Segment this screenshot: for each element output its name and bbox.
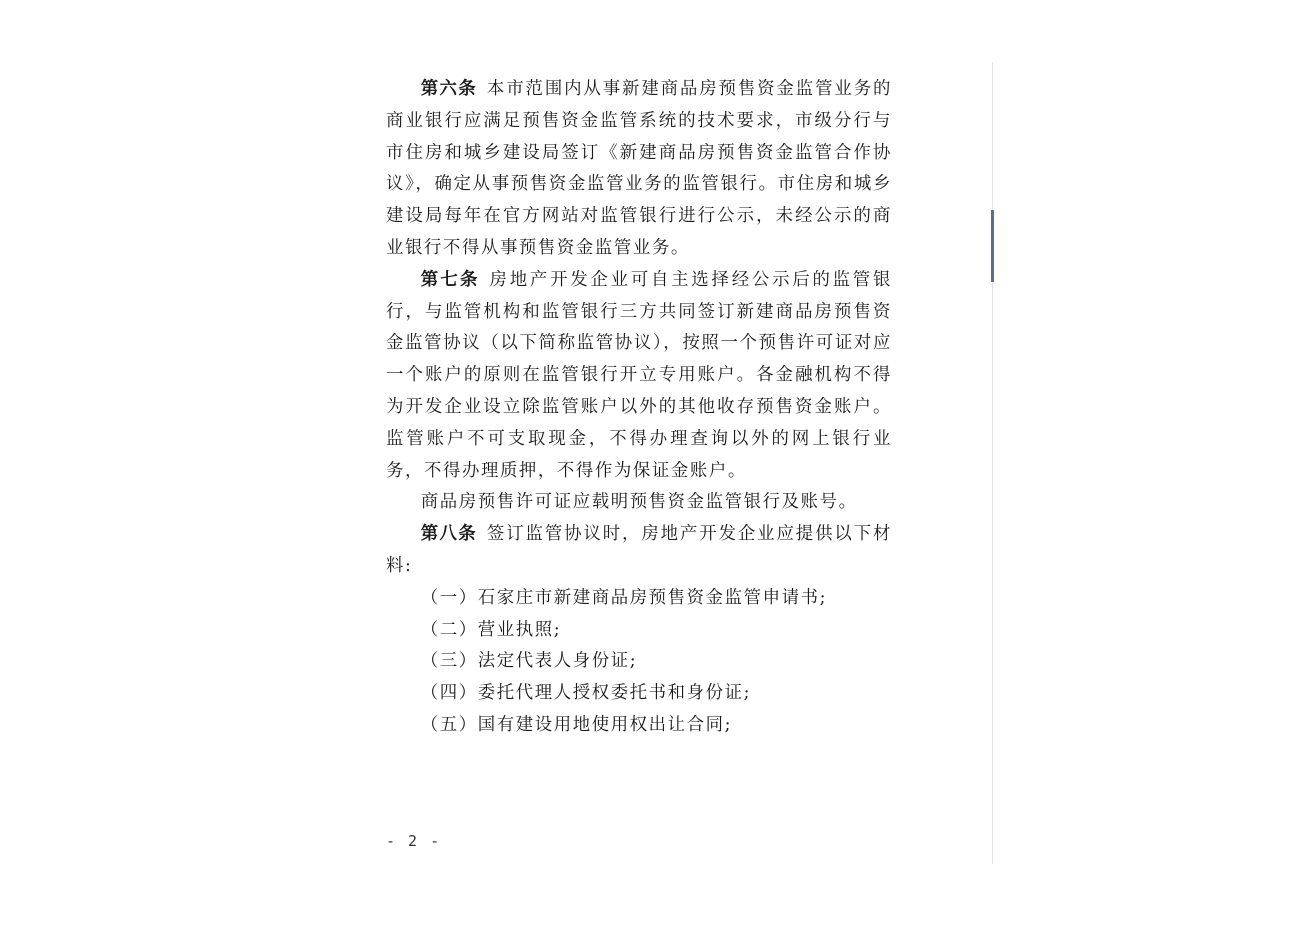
article-7-number: 第七条	[420, 269, 480, 290]
page-number: - 2 -	[386, 832, 442, 850]
article-6-text: 本市范围内从事新建商品房预售资金监管业务的商业银行应满足预售资金监管系统的技术要求，市级分行与市住房和城乡建设局签订《新建商品房预售资金监管合作协议》，确定从事预售资金监管业务的监管银行。市住房和城乡建设局每年在官方网站对监管银行进行公示，未经公示的商业银行不得从事预售资金监管业务。	[386, 79, 892, 258]
page-edge-rule	[992, 62, 993, 864]
article-8-paragraph	[386, 519, 892, 583]
article-6-number: 第六条	[420, 79, 477, 99]
article-8-number: 第八条	[420, 524, 477, 545]
document-body	[386, 74, 892, 742]
list-item: （五）国有建设用地使用权出让合同;	[420, 714, 733, 735]
list-item: （一）石家庄市新建商品房预售资金监管申请书;	[420, 587, 828, 608]
article-7-paragraph	[386, 265, 892, 488]
presale-permit-paragraph: 商品房预售许可证应载明预售资金监管银行及账号。	[420, 492, 858, 513]
list-item: （三）法定代表人身份证;	[420, 651, 638, 672]
article-8-text: 签订监管协议时，房地产开发企业应提供以下材料:	[386, 524, 892, 576]
article-7-text: 房地产开发企业可自主选择经公示后的监管银行，与监管机构和监管银行三方共同签订新建商品房预售资金监管协议（以下简称监管协议），按照一个预售许可证对应一个账户的原则在监管银行开立专用账户。各金融机构不得为开发企业设立除监管账户以外的其他收存预售资金账户。监管账户不可支取现金，不得办理查询以外的网上银行业务，不得办理质押，不得作为保证金账户。	[386, 269, 892, 481]
list-item: （二）营业执照;	[420, 619, 562, 640]
article-6-paragraph	[386, 74, 892, 265]
list-item: （四）委托代理人授权委托书和身份证;	[420, 683, 752, 704]
scroll-position-marker	[991, 210, 994, 282]
